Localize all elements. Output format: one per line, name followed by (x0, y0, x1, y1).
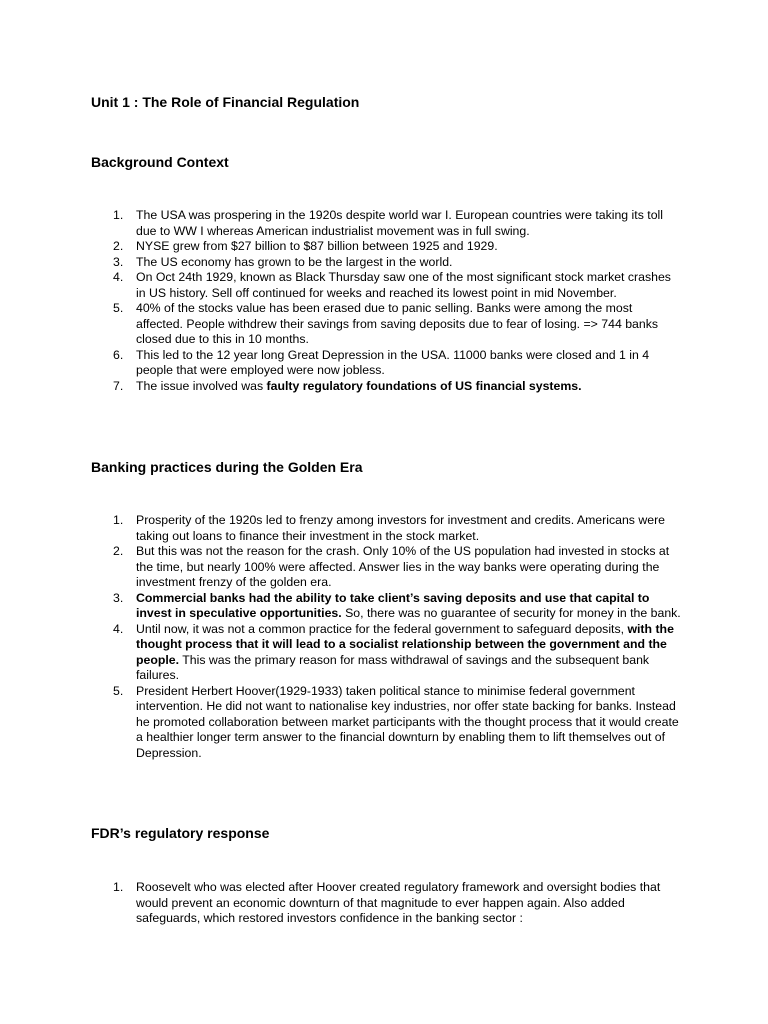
list-item-number: 5. (113, 683, 124, 698)
list-item (0, 270, 682, 301)
list-item (0, 301, 682, 348)
list-item (0, 255, 682, 271)
list-item (0, 239, 682, 255)
list-item-number: 5. (113, 301, 124, 315)
list-fdr-regulatory-response (0, 880, 768, 927)
list-item (0, 622, 682, 684)
list-item-number: 3. (113, 590, 124, 605)
list-item (0, 544, 682, 591)
list-item (0, 379, 682, 395)
list-item (0, 880, 682, 927)
list-item (0, 208, 682, 239)
list-item-number: 4. (113, 270, 124, 284)
list-item-emphasis: with the thought process that it will lead to a socialist relationship between the government and the people. (136, 621, 674, 667)
list-item-number: 6. (113, 347, 124, 362)
list-banking-practices (0, 513, 768, 761)
list-item (0, 591, 682, 622)
list-item-text: Until now, it was not a common practice for the federal government to safeguard deposits, (136, 621, 628, 636)
list-background-context (0, 208, 768, 394)
list-item-text: The issue involved was (136, 378, 267, 393)
list-item-number: 1. (113, 208, 124, 222)
list-item-text: But this was not the reason for the crash. Only 10% of the US population had invested in stocks at the time, but nearly 100% were affected. Answer lies in the way banks were operating during the investment frenzy of the golden era. (136, 544, 670, 589)
list-item (0, 684, 682, 762)
list-item-text: NYSE grew from $27 billion to $87 billion between 1925 and 1929. (136, 239, 498, 253)
list-item-number: 2. (113, 239, 124, 253)
list-item-number: 1. (113, 880, 124, 894)
list-item (0, 513, 682, 544)
list-item (0, 348, 682, 379)
list-item-text: The USA was prospering in the 1920s despite world war I. European countries were taking its toll due to WW I whereas American industrialist movement was in full swing. (136, 208, 663, 238)
list-item-text: The US economy has grown to be the largest in the world. (136, 254, 453, 269)
list-item-text: Prosperity of the 1920s led to frenzy among investors for investment and credits. Americans were taking out loans to finance their investment in the stock market. (136, 513, 666, 543)
list-item-text: 40% of the stocks value has been erased due to panic selling. Banks were among the most affected. People withdrew their savings from saving deposits due to fear of losing. => 744 banks closed due to this in 10 months. (136, 301, 659, 346)
list-item-emphasis: Commercial banks had the ability to take client’s saving deposits and use that capital to invest in speculative opportunities. (136, 590, 650, 620)
list-item-number: 1. (113, 513, 124, 527)
list-item-number: 7. (113, 378, 124, 393)
list-item-text: So, there was no guarantee of security for money in the bank. (341, 606, 681, 620)
list-item-text: This was the primary reason for mass withdrawal of savings and the subsequent bank failures. (136, 652, 650, 682)
section-heading-fdr-regulatory-response: FDR’s regulatory response (91, 825, 270, 841)
list-item-number: 4. (113, 621, 124, 636)
page-title: Unit 1 : The Role of Financial Regulation (91, 94, 360, 110)
section-heading-background-context: Background Context (91, 154, 229, 170)
list-item-text: Roosevelt who was elected after Hoover created regulatory framework and oversight bodies that would prevent an economic downturn of that magnitude to ever happen again. Also added safeguards, which restored investors confidence in the banking sector : (136, 880, 661, 925)
list-item-number: 3. (113, 254, 124, 269)
list-item-text: This led to the 12 year long Great Depression in the USA. 11000 banks were closed and 1 in 4 people that were employed were now jobless. (136, 347, 650, 377)
section-heading-banking-practices: Banking practices during the Golden Era (91, 459, 363, 475)
list-item-text: On Oct 24th 1929, known as Black Thursday saw one of the most significant stock market crashes in US history. Sell off continued for weeks and reached its lowest point in mid November. (136, 270, 671, 300)
list-item-number: 2. (113, 544, 124, 558)
list-item-emphasis: faulty regulatory foundations of US financial systems. (266, 378, 582, 393)
list-item-text: President Herbert Hoover(1929-1933) taken political stance to minimise federal government intervention. He did not want to nationalise key industries, nor offer state backing for banks. Instead he promoted collaboration between market participants with the thought process that it would create a healthier longer term answer to the financial downturn by enabling them to lift themselves out of Depression. (136, 683, 679, 760)
